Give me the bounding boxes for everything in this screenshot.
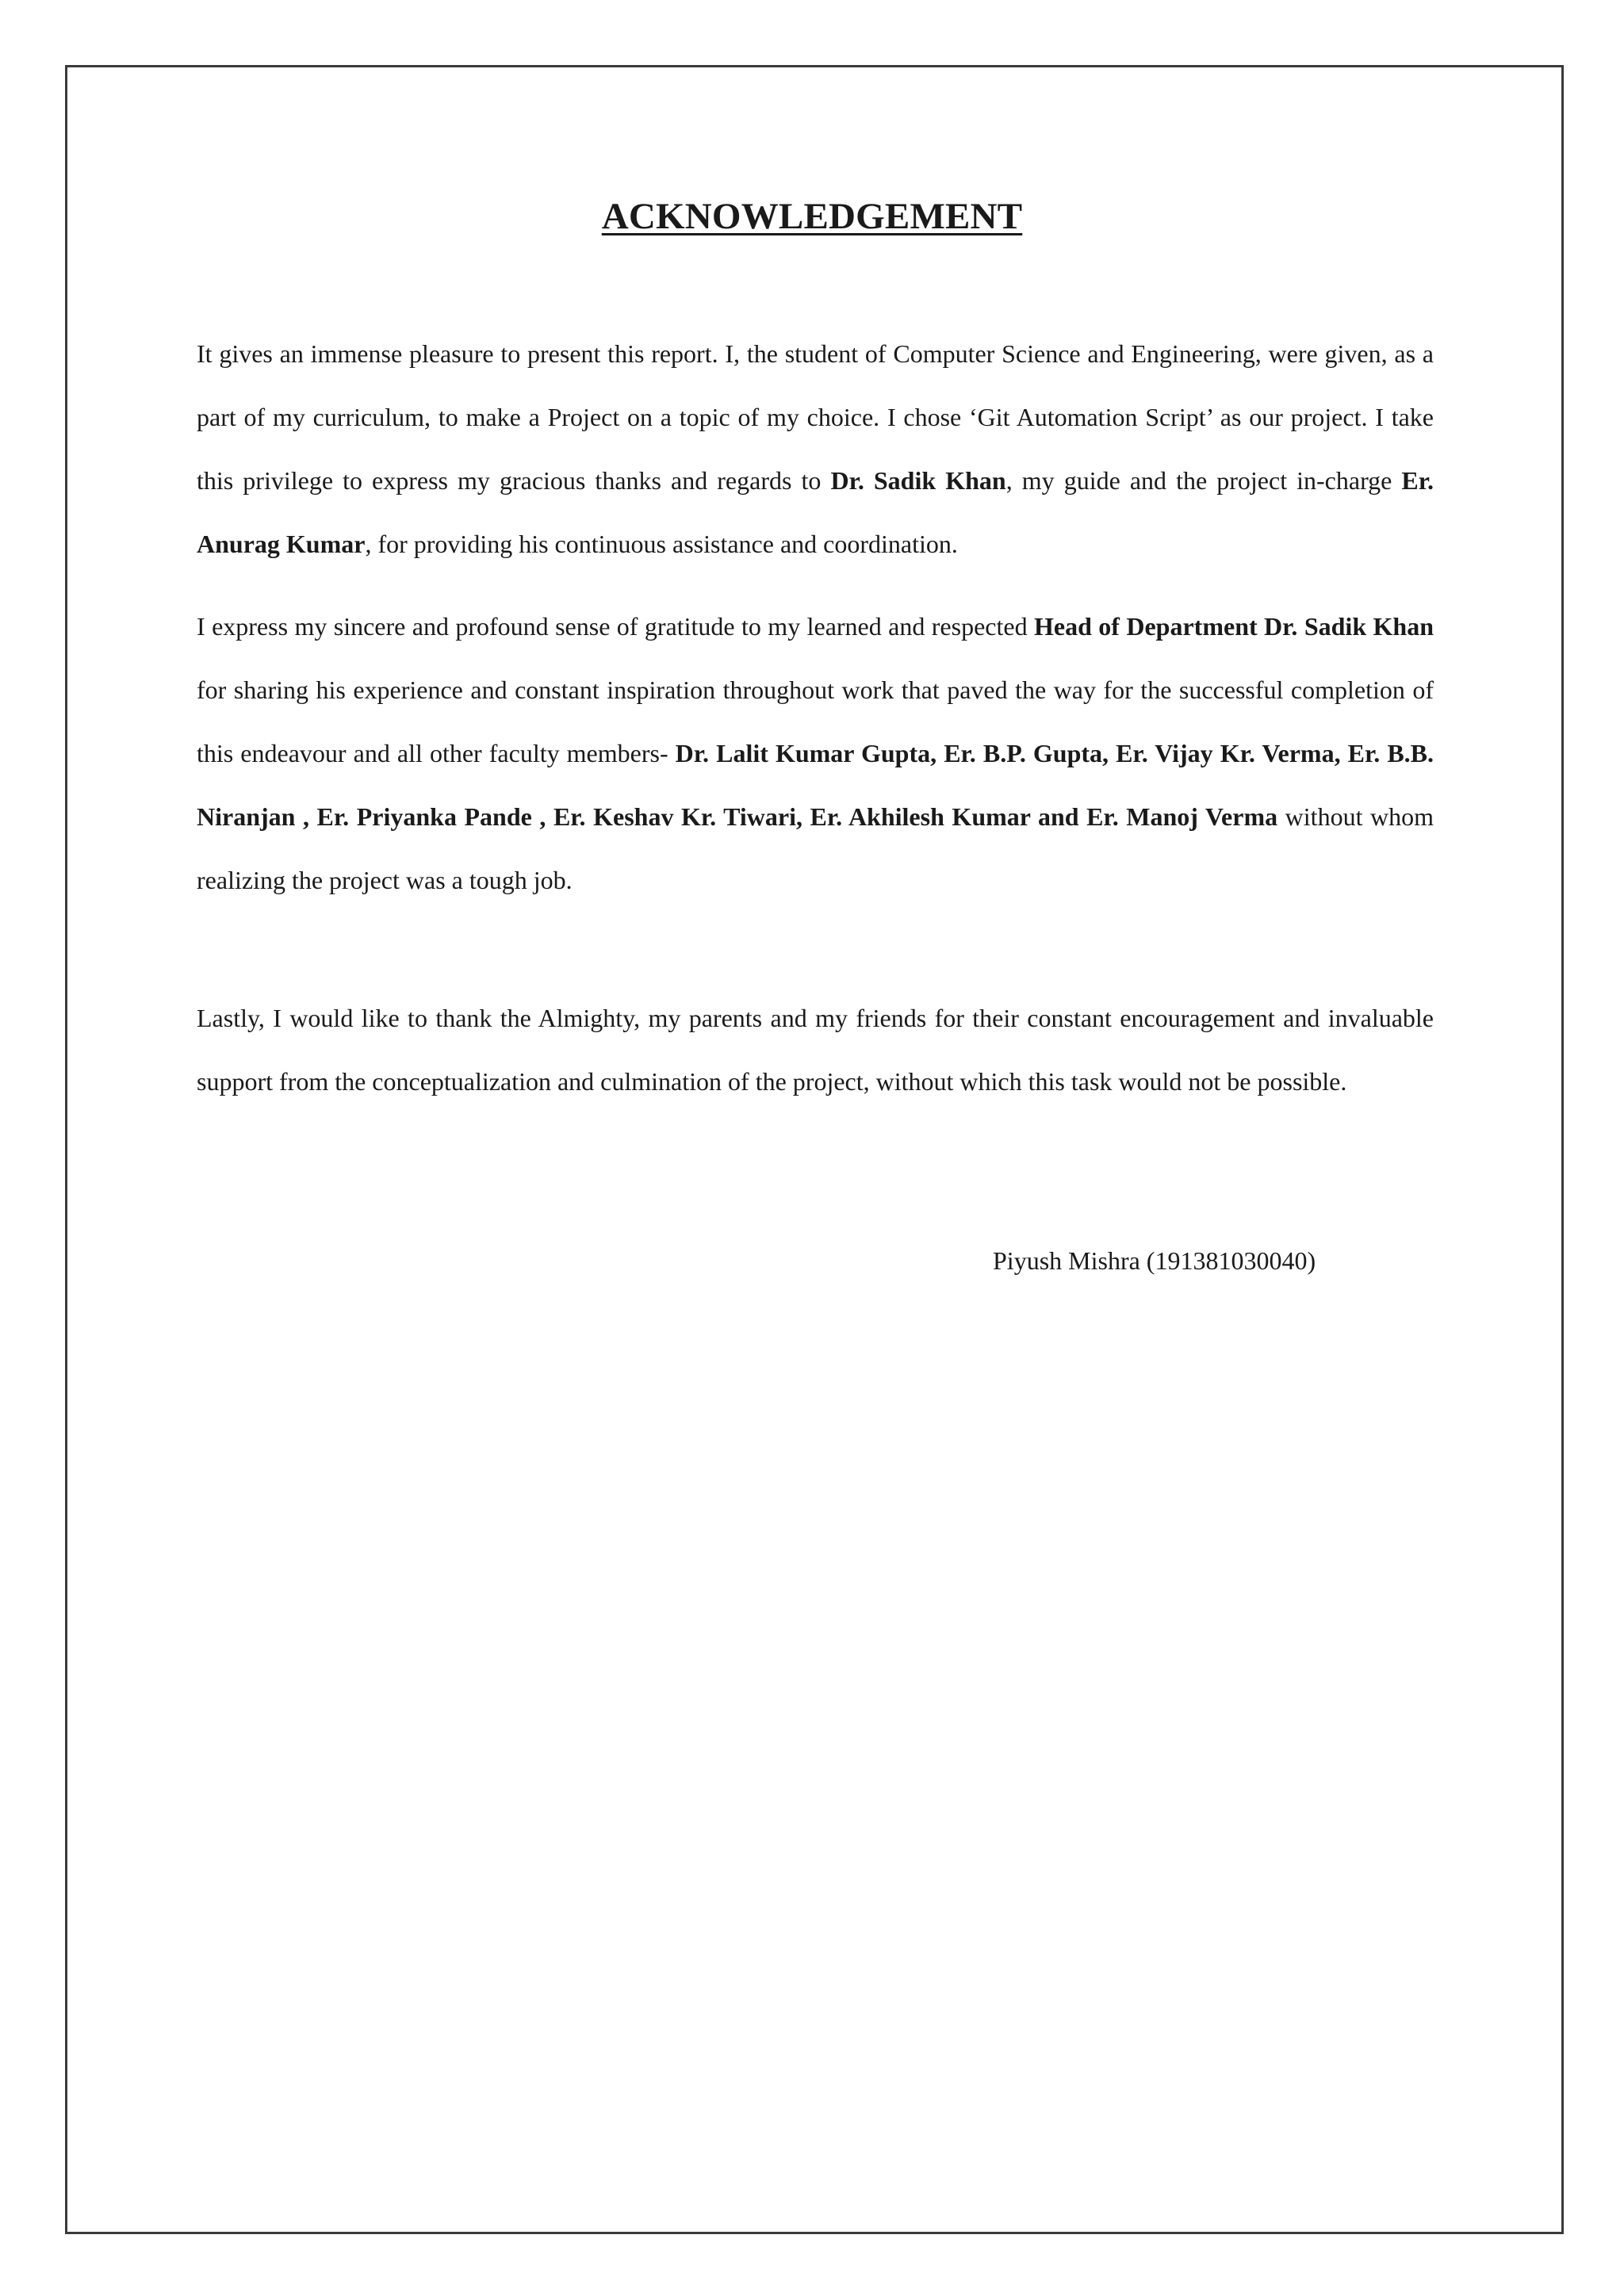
paragraph-text: Lastly, I would like to thank the Almighty, my parents and my friends for their constant encouragement and invaluable support from the conceptualization and culmination of the project, without which this task would not be possible. — [197, 1004, 1434, 1096]
paragraph-intro — [197, 322, 1434, 576]
paragraph-text: I express my sincere and profound sense of gratitude to my learned and respected — [197, 612, 1034, 641]
paragraph-text: , for providing his continuous assistance and coordination. — [365, 530, 958, 558]
signature: Piyush Mishra (191381030040) — [993, 1246, 1316, 1275]
paragraph-text: It gives an immense pleasure to present this report. I, the student of Computer Science and Engineering, were given, as a part of my curriculum, to make a Project on a topic of my choice. I chose ‘Git Automation Script’ as our project. I take this privilege to express my gracious thanks and regards to — [197, 339, 1434, 495]
faculty-names: Dr. Lalit Kumar Gupta, Er. B.P. Gupta, Er. Vijay Kr. Verma, Er. B.B. Niranjan , Er. Priyanka Pande , Er. Keshav Kr. Tiwari, Er. Akhilesh Kumar and Er. Manoj Verma — [197, 739, 1434, 831]
paragraph-text: for sharing his experience and constant inspiration throughout work that paved the way for the successful completion of this endeavour and all other faculty members- — [197, 675, 1434, 767]
guide-name: Dr. Sadik Khan — [830, 466, 1006, 495]
project-incharge-name: Er. Anurag Kumar — [197, 466, 1434, 558]
paragraph-gratitude — [197, 595, 1434, 912]
hod-name: Head of Department Dr. Sadik Khan — [1034, 612, 1434, 641]
page-title: ACKNOWLEDGEMENT — [601, 196, 1023, 237]
paragraph-text: , my guide and the project in-charge — [1005, 466, 1402, 495]
paragraph-text: without whom realizing the project was a tough job. — [197, 802, 1434, 894]
paragraph-closing — [197, 986, 1434, 1113]
